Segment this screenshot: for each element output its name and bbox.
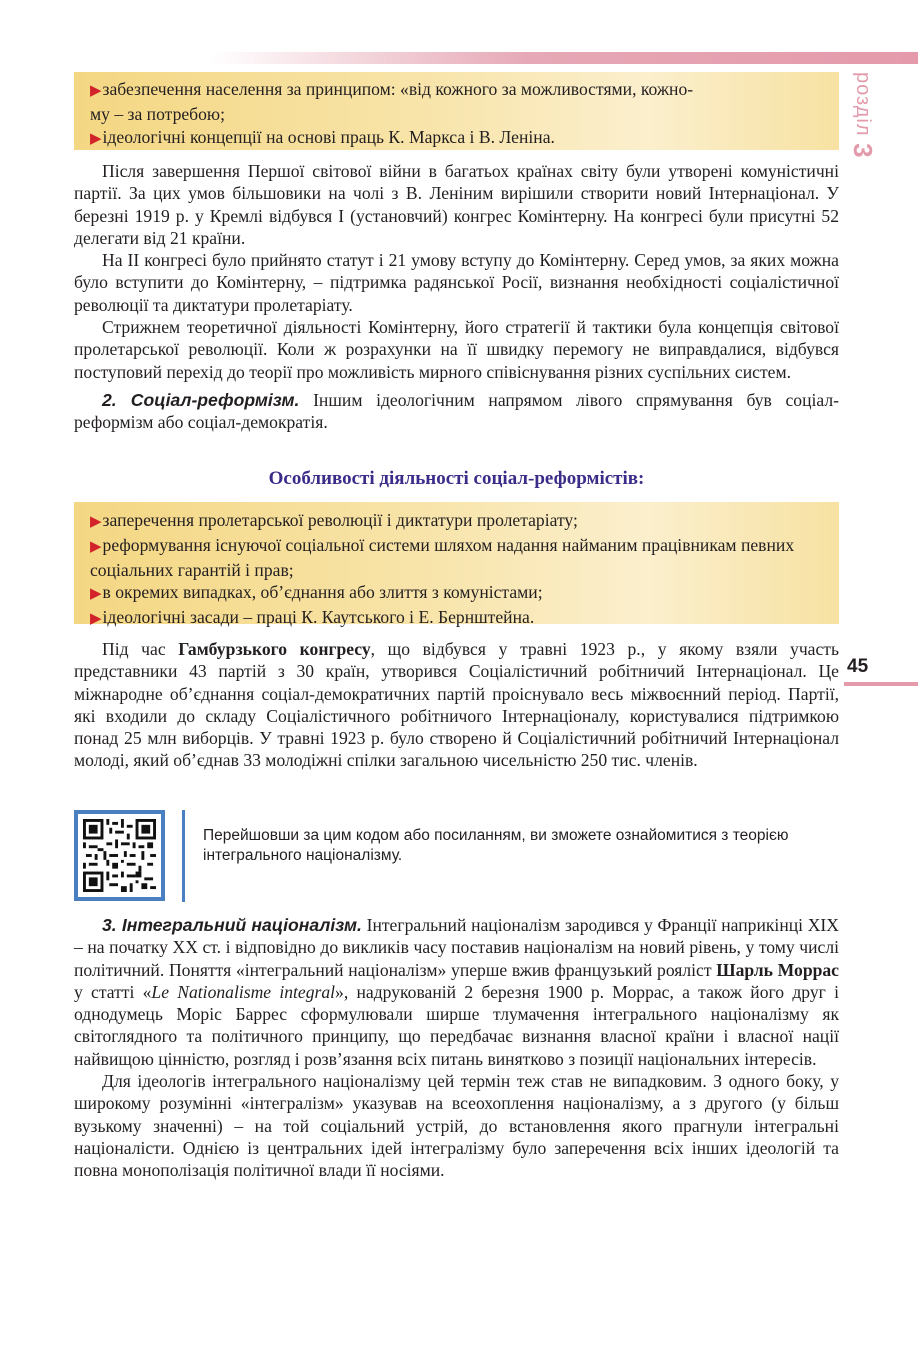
page-number: 45	[847, 656, 869, 677]
paragraph: Стрижнем теоретичної діяльності Комінтерну, його стратегії й тактики була концепція світової пролетарської революції. Коли ж розрахунки на її швидку перемогу не виправдалися, відбувся поступовий перехід до теорії про можливість мирного співіснування різних суспільних систем.	[74, 317, 839, 382]
paragraph: 2. Соціал-реформізм. Іншим ідеологічним напрямом лівого спрямування був соціал-реформізм або соціал-демократія.	[74, 389, 839, 433]
page-number-underline	[844, 682, 918, 686]
qr-code[interactable]	[74, 810, 165, 901]
paragraph: Під час Гамбурзького конгресу, що відбувся у травні 1923 р., у якому взяли участь представники 43 партій з 30 країн, утворився Соціалістичний робітничий Інтернаціонал. Це міжнародне об’єднання соціал-демократичних партій проіснувало весь міжвоєнний період. Партії, які входили до складу Соціалістичного робітничого Інтернаціоналу, користувалися підтримкою понад 25 млн виборців. У травні 1923 р. було створено й Соціалістичний робітничий Інтернаціонал молоді, який об’єднав 33 молодіжні спілки загальною чисельністю 250 тис. членів.	[74, 639, 840, 771]
list-item: ▶ідеологічні засади – праці К. Каутського і Е. Бернштейна.	[90, 607, 535, 628]
social-reformists-box	[74, 502, 839, 628]
qr-code-icon	[83, 819, 156, 892]
qr-divider	[182, 810, 185, 902]
paragraph: На ІІ конгресі було прийнято статут і 21 умову вступу до Комінтерну. Серед умов, за яких можна було вступити до Комінтерну, – підтримка радянської Росії, визнання необхідності соціалістичної революції та диктатури пролетаріату.	[74, 250, 839, 315]
list-item: ▶ідеологічні концепції на основі праць К. Маркса і В. Леніна.	[90, 126, 555, 147]
italic-title: Le Nationalisme integral	[151, 981, 336, 1002]
qr-caption: Перейшовши за цим кодом або посиланням, ви зможете ознайомитися з теорією інтегрального націоналізму.	[203, 827, 789, 864]
chapter-label: розділ	[852, 72, 874, 137]
triangle-bullet-icon: ▶	[90, 83, 102, 99]
paragraph: Після завершення Першої світової війни в багатьох країнах світу були утворені комуністичні партії. За цих умов більшовики на чолі з В. Леніним вирішили створити новий Інтернаціонал. У березні 1919 р. у Кремлі відбувся І (установчий) конгрес Комінтерну. На конгресі були присутні 52 делегати від 21 країни.	[74, 161, 839, 248]
triangle-bullet-icon: ▶	[90, 538, 102, 555]
bold-term: Гамбурзького конгресу	[178, 639, 371, 659]
chapter-number: 3	[848, 143, 878, 159]
paragraph: 3. Інтегральний націоналізм. Інтегральний націоналізм зародився у Франції наприкінці XIX – на початку XX ст. і відповідно до викликів часу поставив націоналізм на новий рівень, у тому числі політичний. Поняття «інтегральний націоналізм» уперше вжив французький рояліст Шарль Моррас у статті «Le Nationalisme integral», надрукованій 2 березня 1900 р. Моррас, а також його друг і однодумець Моріс Баррес сформулювали ширше тлумачення інтегрального націоналізму як світоглядного та політичного принципу, що передбачає визнання власної країни і власної нації найвищою цінністю, розгляд і розв’язання всіх питань винятково з позиції національних інтересів.	[74, 915, 839, 1069]
integral-nationalism-section	[74, 914, 839, 1182]
triangle-bullet-icon: ▶	[90, 130, 102, 147]
decorative-top-stripe	[210, 52, 918, 64]
subheading-social-reformism: 2. Соціал-реформізм.	[102, 389, 300, 410]
paragraph: Для ідеологів інтегрального націоналізму цей термін теж став не випадковим. З одного боку, у широкому розумінні «інтегралізм» указував на всеохоплення націоналізму, а з другого (у більш вузькому значенні) – на той соціальний устрій, до встановлення якого прагнули інтегральні націоналісти. Однією із центральних ідей інтегралізму було заперечення всіх інших ідеологій та повна монополізація політичної влади її носіями.	[74, 1071, 839, 1181]
subheading-integral-nationalism: 3. Інтегральний націоналізм.	[102, 915, 362, 935]
hamburg-congress-section	[74, 638, 839, 772]
comintern-section	[74, 160, 839, 434]
bold-term: Шарль Моррас	[716, 959, 839, 980]
list-item: ▶заперечення пролетарської революції і диктатури пролетаріату;	[90, 510, 578, 530]
list-item: ▶забезпечення населення за принципом: «від кожного за можливостями, кожно- му – за потребою;	[90, 79, 694, 124]
triangle-bullet-icon: ▶	[90, 514, 102, 530]
triangle-bullet-icon: ▶	[90, 611, 102, 628]
chapter-side-tab	[842, 72, 878, 192]
list-item: ▶реформування існуючої соціальної системи шляхом надання найманим працівникам певних соціальних гарантій і прав;	[90, 534, 795, 580]
list-item: ▶в окремих випадках, об’єднання або злиття з комуністами;	[90, 582, 543, 603]
triangle-bullet-icon: ▶	[90, 586, 102, 603]
box-title: Особливості діяльності соціал-реформістів:	[268, 468, 645, 489]
principles-box	[74, 72, 839, 150]
